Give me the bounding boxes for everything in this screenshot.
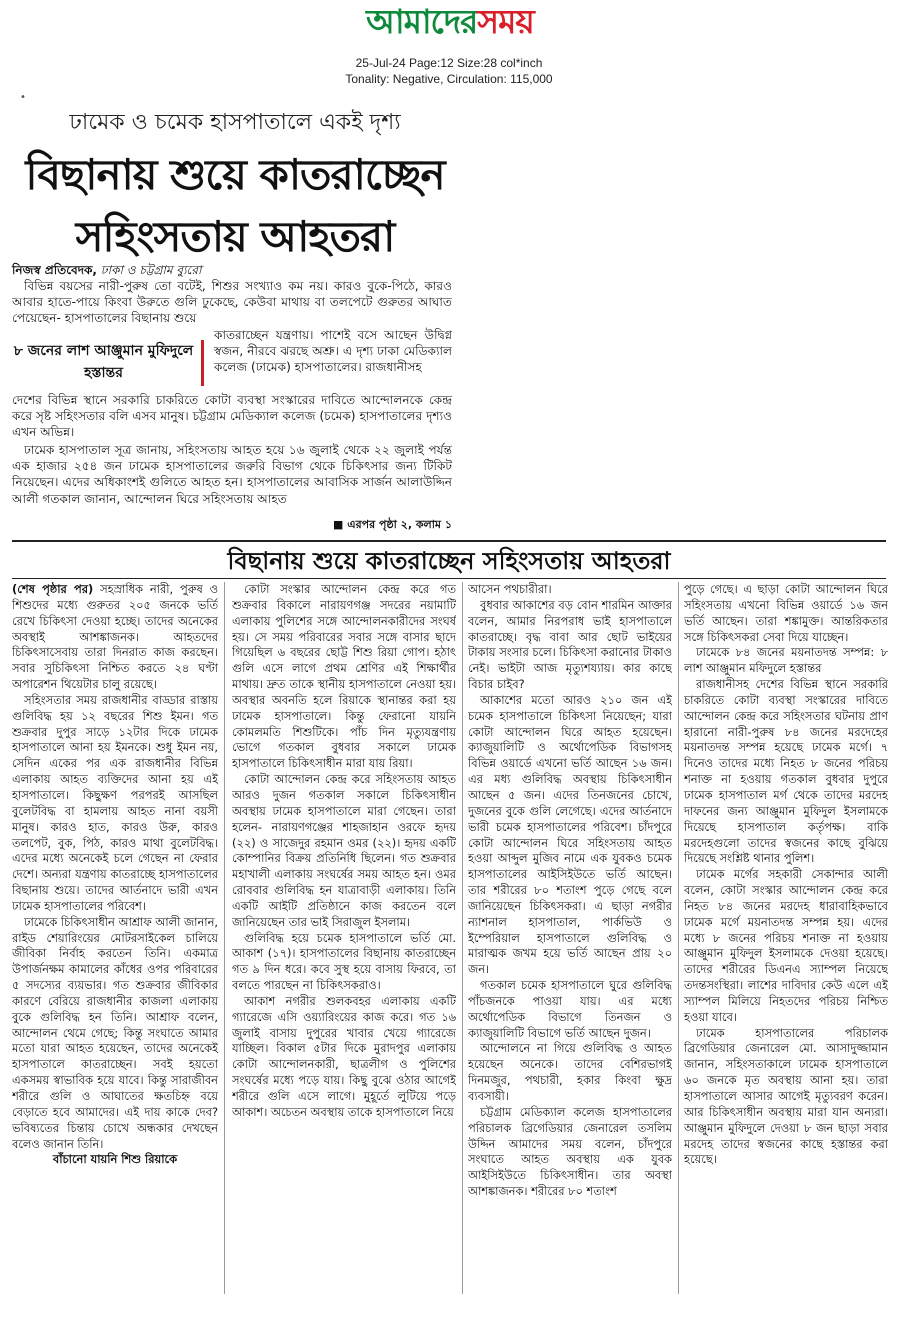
column-paragraph: আসেন পথচারীরা। (468, 582, 552, 596)
column-paragraph: সহিংসতার সময় রাজধানীর বাড্ডার রাস্তায় গুলিবিদ্ধ হয় ১২ বছরের শিশু ইমন। গত শুক্রবার দুপুর সাড়ে ১২টার দিকে ঢামেক হাসপাতালে আনা হয় ইমনকে। শুধু ইমন নয়, সেদিন একের পর এক রাজধানীর বিভিন্ন এলাকায় আহত ব্যক্তিদের আনা হয় এই হাসপাতালে। কিছুক্ষণ পরপরই আসছিল বুলেটবিদ্ধ বা হামলায় আহত নানা বয়সী মানুষ। কারও হাত, কারও উরু, কারও তলপেট, বুক, পিঠ, কারও মাথা বুলেটবিদ্ধ। এদের মধ্যে অনেকেই চলে গেছেন না ফেরার দেশে। অন্যরা যন্ত্রণায় কাতরাচ্ছে হাসপাতালের বিছানায় শুয়ে। তাদের আর্তনাদে ভারী এখন ঢামেক হাসপাতালের পরিবেশ। (12, 692, 218, 913)
lead-text-right: কাতরাচ্ছেন যন্ত্রণায়। পাশেই বসে আছেন উদ্বিগ্ন স্বজন, নীরবে ঝরছে অশ্রু। এ দৃশ্য ঢাকা মেডিক্যাল কলেজ (ঢামেক) হাসপাতালের। রাজধানীসহ (214, 328, 452, 375)
jump-lead-marker: (শেষ পৃষ্ঠার পর) (12, 582, 94, 596)
column-paragraph: চট্টগ্রাম মেডিক্যাল কলেজ হাসপাতালের পরিচালক ব্রিগেডিয়ার জেনারেল তসলিম উদ্দিন আমাদের সময় বলেন, চাঁদপুরে সংঘাতে আহত অবস্থায় এক যুবক আইসিইউতে চিকিৎসাধীন। তার অবস্থা আশঙ্কাজনক। শরীরের ৮০ শতাংশ (468, 1104, 672, 1199)
jump-column-4 (684, 582, 888, 1294)
article-kicker: ঢামেক ও চমেক হাসপাতালে একই দৃশ্য (69, 110, 401, 135)
column-paragraph: রাজধানীসহ দেশের বিভিন্ন স্থানে সরকারি চাকরিতে কোটা ব্যবস্থা সংস্কারের দাবিতে আন্দোলন কেন্দ্র করে সহিংসতার ঘটনায় প্রাণ হারানো নারী-পুরুষ ৮৪ জনের মরদেহের ময়নাতদন্ত সম্পন্ন হয়েছে ঢামেক মর্গে। ৭ দিনেও তাদের মধ্যে নিহত ৮ জনের পরিচয় শনাক্ত না হওয়ায় গতকাল বুধবার দুপুরে ঢামেক হাসপাতাল মর্গ থেকে তাদের মরদেহ দাফনের জন্য আঞ্জুমান মুফিদুল ইসলামকে দিয়েছে হাসপাতাল কর্তৃপক্ষ। বাকি মরদেহগুলো তাদের স্বজনের কাছে বুঝিয়ে দিয়েছে সংশ্লিষ্ট থানার পুলিশ। (684, 677, 888, 866)
headline-line-1: বিছানায় শুয়ে কাতরাচ্ছেন (25, 150, 445, 199)
lead-paragraph-3 (12, 442, 452, 507)
column-paragraph: আকাশ নগরীর শুলকবহর এলাকায় একটি গ্যারেজে এসি ওয়্যারিংয়ের কাজ করে। গত ১৬ জুলাই বাসায় দুপুরের খাবার খেয়ে গ্যারেজে যাচ্ছিল। বিকাল ৫টার দিকে মুরাদপুর এলাকায় কোটা আন্দোলনকারী, ছাত্রলীগ ও পুলিশের সংঘর্ষের মধ্যে পড়ে যায়। কিছু বুঝে ওঠার আগেই শরীরে গুলি এসে লাগে। মুহূর্তে লুটিয়ে পড়ে আকাশ। অচেতন অবস্থায় তাকে হাসপাতালে নিয়ে (232, 993, 456, 1119)
column-paragraph: কোটা আন্দোলন কেন্দ্র করে সহিংসতায় আহত আরও দুজন গতকাল সকালে চিকিৎসাধীন অবস্থায় ঢামেক হাসপাতালে মারা গেছেন। তারা হলেন- নারায়ণগঞ্জের শাহজাহান ওরফে হৃদয় (২২) ও সাজেদুর রহমান ওমর (২২)। হৃদয় একটি কোম্পানির বিক্রয় প্রতিনিধি ছিলেন। গত শুক্রবার মহাখালী এলাকায় সংঘর্ষের সময় আহত হন। ওমর রোববার গুলিবিদ্ধ হন যাত্রাবাড়ী এলাকায়। তিনি একটি আইটি প্রতিষ্ঠানে কাজ করতেন বলে জানিয়েছেন তার ভাই সিরাজুল ইসলাম। (232, 772, 456, 929)
lead-paragraph-2 (12, 392, 452, 441)
column-paragraph: ঢামেক মর্গের সহকারী সেকান্দার আলী বলেন, কোটা সংস্কার আন্দোলন কেন্দ্র করে নিহত ৮৪ জনের মরদেহ ধারাবাহিকভাবে ঢামেক মর্গে ময়নাতদন্ত সম্পন্ন হয়। এদের মধ্যে ৮ জনের পরিচয় শনাক্ত না হওয়ায় আঞ্জুমান মুফিদুল ইসলামকে দেওয়া হয়েছে। তাদের শরীরের ডিএনএ স্যাম্পল নিয়েছে তদন্তসংস্থিরা। লাশের দাবিদার কেউ এলে এই স্যাম্পল মিলিয়ে নিহতদের পরিচয় নিশ্চিত হওয়া যাবে। (684, 867, 888, 1024)
masthead (0, 0, 898, 92)
column-paragraph (12, 582, 218, 693)
column-divider (224, 582, 225, 1294)
column-paragraph: গতকাল চমেক হাসপাতালে ঘুরে গুলিবিদ্ধ পাঁচজনকে পাওয়া যায়। এর মধ্যে অর্থোপেডিক বিভাগে তিনজন ও ক্যাজুয়ালিটি বিভাগে ভর্তি আছেন দুজন। (468, 978, 672, 1040)
jump-column-2 (232, 582, 456, 1294)
newspaper-logo (312, 2, 588, 42)
column-paragraph: কোটা সংস্কার আন্দোলন কেন্দ্র করে গত শুক্রবার বিকালে নারায়ণগঞ্জ সদরের নয়ামাটি এলাকায় পুলিশের সঙ্গে আন্দোলনকারীদের সংঘর্ষ হয়। সে সময় পরিবারের সবার সঙ্গে বাসার ছাদে গিয়েছিল ৬ বছরের ছোট্ট শিশু রিয়া গোপ। হঠাৎ গুলি এসে লাগে প্রথম শ্রেণির এই শিক্ষার্থীর মাথায়। দ্রুত তাকে স্থানীয় হাসপাতালে নেওয়া হয়। অবস্থার অবনতি হলে রিয়াকে স্থানান্তর করা হয় ঢামেক হাসপাতালে। কিন্তু ফেরানো যায়নি কোমলমতি শিশুটিকে। পাঁচ দিন মৃত্যুযন্ত্রণায় ভোগে গতকাল বুধবার সকালে ঢামেক হাসপাতালে চিকিৎসাধীন মারা যায় রিয়া। (232, 582, 456, 771)
lead-paragraph-right (214, 327, 452, 376)
column-paragraph: আকাশের মতো আরও ২১০ জন এই চমেক হাসপাতালে চিকিৎসা নিয়েছেন; যারা কোটা আন্দোলন ঘিরে আহত হয়েছেন। ক্যাজুয়ালিটি ও অর্থোপেডিক বিভাগসহ বিভিন্ন ওয়ার্ডে এখনো ভর্তি আছেন ১৬ জন। এর মধ্য গুলিবিদ্ধ অবস্থায় চিকিৎসাধীন আছেন ৫ জন। এদের তিনজনের চোখে, দুজনের বুকে গুলি লেগেছে। এদের আর্তনাদে ভারী চমেক হাসপাতালের পরিবেশ। চাঁদপুরে কোটা আন্দোলন ঘিরে সহিংসতায় আহত হওয়া আব্দুল মুজিব নামে এক যুবকও চমেক হাসপাতালের আইসিইউতে ভর্তি আছেন। তার শরীরের ৮০ শতাংশ পুড়ে গেছে বলে জানিয়েছেন চিকিৎসকরা। এ ছাড়া নগরীর ন্যাশনাল হাসপাতাল, পার্কভিউ ও ইম্পেরিয়াল হাসপাতালে গুলিবিদ্ধ ও মারাত্মক জখম হয়ে ভর্তি আছেন প্রায় ২০ জন। (468, 692, 672, 977)
logo-part-1: আমাদের (366, 2, 478, 41)
column-divider (462, 582, 463, 1294)
byline-name: নিজস্ব প্রতিবেদক, (12, 263, 97, 277)
jump-column-1 (12, 582, 218, 1294)
lead-text-1: বিভিন্ন বয়সের নারী-পুরুষ তো বটেই, শিশুর সংখ্যাও কম নয়। কারও বুকে-পিঠে, কারও আবার হাতে-পায়ে কিংবা উরুতে গুলি ঢুকেছে, কেউবা মাথায় বা তলপেটে গুরুতর আঘাত পেয়েছেন- হাসপাতালের বিছানায় শুয়ে (12, 279, 452, 326)
column-divider (678, 582, 679, 1294)
byline-place: ঢাকা ও চট্টগ্রাম ব্যুরো (100, 263, 202, 277)
jump-headline-rule (12, 578, 886, 579)
byline (12, 262, 452, 278)
subheading: বাঁচানো যায়নি শিশু রিয়াকে (52, 1152, 178, 1167)
jump-headline: বিছানায় শুয়ে কাতরাচ্ছেন সহিংসতায় আহতরা (227, 547, 671, 575)
column-paragraph: ঢামেকে ৮৪ জনের ময়নাতদন্ত সম্পন্ন: ৮ লাশ আঞ্জুমান মফিদুলে হস্তান্তর (684, 645, 888, 676)
clipping-meta-line-2: Tonality: Negative, Circulation: 115,000 (345, 72, 553, 86)
lead-text-3: ঢামেক হাসপাতাল সূত্র জানায়, সহিংসতায় আহত হয়ে ১৬ জুলাই থেকে ২২ জুলাই পর্যন্ত এক হাজার ২৫৪ জন ঢামেক হাসপাতালের জরুরি বিভাগ থেকে চিকিৎসার জন্য টিকিট নিয়েছেন। এদের অধিকাংশই গুলিতে আহত হন। হাসপাতালের আবাসিক সার্জন আলাউদ্দিন আলী গতকাল জানান, আন্দোলন ঘিরে সহিংসতায় আহত (12, 443, 452, 506)
column-paragraph: পুড়ে গেছে। এ ছাড়া কোটা আন্দোলন ঘিরে সহিংসতায় এখনো বিভিন্ন ওয়ার্ডে ১৬ জন ভর্তি আছেন। তারা শঙ্কামুক্ত। আন্তরিকতার সঙ্গে চিকিৎসকরা সেবা দিয়ে যাচ্ছেন। (684, 582, 888, 644)
jump-column-3 (468, 582, 672, 1294)
logo-part-2: সময় (477, 2, 534, 41)
headline-line-2: সহিংসতায় আহতরা (75, 212, 395, 261)
jump-top-rule (12, 540, 886, 542)
column-paragraph: বুধবার আকাশের বড় বোন শারমিন আক্তার বলেন, আমার নিরপরাধ ভাই হাসপাতালে কাতরাচ্ছে। বৃদ্ধ বাবা আর ছোট ভাইয়ের টাকায় সংসার চলে। চিকিৎসা করানোর টাকাও নেই। ভাইটা আজ মৃত্যুশয্যায়। কার কাছে বিচার চাইব? (468, 597, 672, 692)
column-paragraph: আন্দোলনে না গিয়ে গুলিবিদ্ধ ও আহত হয়েছেন অনেকে। তাদের বেশিরভাগই দিনমজুর, পথচারী, হকার কিংবা ক্ষুদ্র ব্যবসায়ী। (468, 1041, 672, 1103)
column-paragraph: ঢামেক হাসপাতালের পরিচালক ব্রিগেডিয়ার জেনারেল মো. আসাদুজ্জামান জানান, সহিংসতাকালে ঢামেক হাসপাতালে ৬০ জনকে মৃত অবস্থায় আনা হয়। তারা হাসপাতালে আসার আগেই মৃত্যুবরণ করেন। আর চিকিৎসাধীন অবস্থায় মারা যান অন্যরা। আঞ্জুমান মুফিদুলে দেওয়া ৮ জন ছাড়া সবার মরদেহ তাদের স্বজনের কাছে হস্তান্তর করা হয়েছে। (684, 1025, 888, 1167)
column-text: সহস্রাধিক নারী, পুরুষ ও শিশুদের মধ্যে গুরুতর ২০৫ জনকে ভর্তি রেখে চিকিৎসা দেওয়া হচ্ছে। তাদের অনেকের অবস্থাই আশঙ্কাজনক। আহতদের চিকিৎসাসেবায় তারা দিনরাত কাজ করছেন। সবার সুচিকিৎসা নিশ্চিত করতে ২৪ ঘণ্টা অপারেশন থিয়েটার চালু রয়েছে। (12, 582, 218, 692)
continued-marker: ■ এরপর পৃষ্ঠা ২, কলাম ১ (333, 518, 452, 531)
pull-quote: ৮ জনের লাশ আঞ্জুমান মুফিদুলে হস্তান্তর (12, 340, 204, 386)
stray-mark: • (20, 92, 26, 103)
lead-text-2: দেশের বিভিন্ন স্থানে সরকারি চাকরিতে কোটা ব্যবস্থা সংস্কারের দাবিতে আন্দোলনকে কেন্দ্র করে সৃষ্ট সহিংসতার বলি এসব মানুষ। চট্টগ্রাম মেডিক্যাল কলেজ (চমেক) হাসপাতালের দৃশ্যও এখন অভিন্ন। (12, 393, 452, 440)
column-paragraph: ঢামেকে চিকিৎসাধীন আশ্রাফ আলী জানান, রাইড শেয়ারিংয়ের মোটরসাইকেল চালিয়ে জীবিকা নির্বাহ করতেন তিনি। একমাত্র উপার্জনক্ষম কামালের কাঁধের ওপর পরিবারের ৫ সদস্যের ব্যয়ভার। গত শুক্রবার জীবিকার কারণে বেরিয়ে রাজধানীর কাজলা এলাকায় বুকে গুলিবিদ্ধ হন তিনি। আশ্রাফ বলেন, আন্দোলন থেমে গেছে; কিন্তু সংঘাতে আমার মতো যারা আহত হয়েছেন, তাদের অনেকেই হাসপাতালে কাতরাচ্ছেন। সবই হয়তো একসময় স্বাভাবিক হয়ে যাবে। কিন্তু সারাজীবন শরীরে গুলি ও আঘাতের ক্ষতচিহ্ন বয়ে বেড়াতে হবে আমাদের। এই দায় কাকে দেব? ভবিষ্যতের চিন্তায় চোখে অন্ধকার দেখছেন বলেও জানান তিনি। (12, 914, 218, 1151)
lead-paragraph-1 (12, 278, 452, 327)
column-paragraph: গুলিবিদ্ধ হয়ে চমেক হাসপাতালে ভর্তি মো. আকাশ (১৭)। হাসপাতালের বিছানায় কাতরাচ্ছেন গত ৯ দিন ধরে। কবে সুস্থ হয়ে বাসায় ফিরবে, তা বলতে পারছেন না চিকিৎসকরাও। (232, 930, 456, 993)
clipping-meta-line-1: 25-Jul-24 Page:12 Size:28 col*inch (355, 56, 543, 70)
